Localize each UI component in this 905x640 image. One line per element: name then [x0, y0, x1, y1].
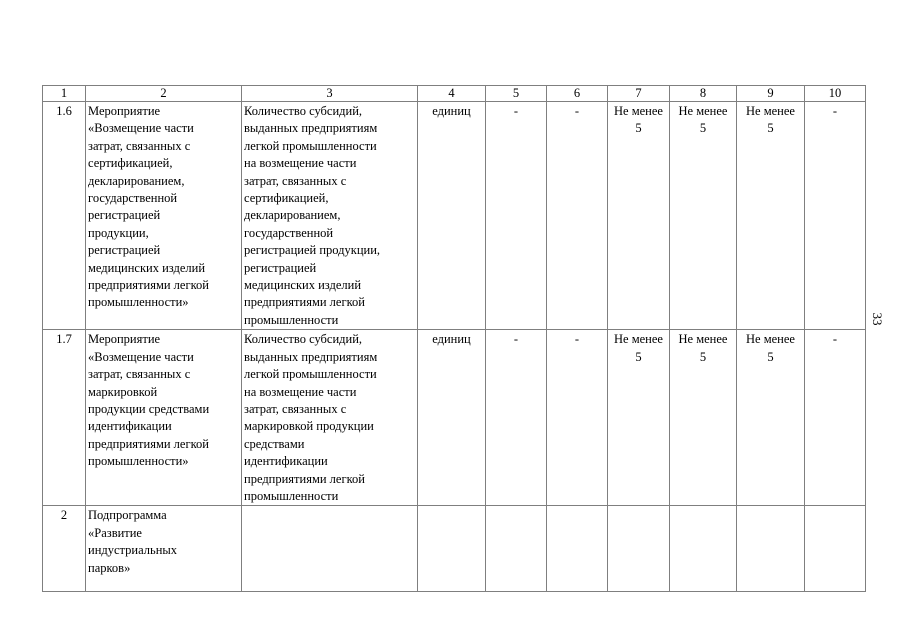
text-line: «Возмещение части	[88, 121, 194, 136]
text-line: легкой промышленности	[244, 138, 377, 153]
text-line: медицинских изделий	[88, 260, 206, 275]
text-line: «Возмещение части	[88, 349, 194, 364]
header-cell-4: 4	[418, 86, 486, 102]
text-line: выданных предприятиям	[244, 349, 378, 364]
header-cell-10: 10	[805, 86, 866, 102]
unit-cell: единиц	[418, 102, 486, 330]
text-line: продукции средствами	[88, 401, 210, 416]
text-line: государственной	[244, 225, 334, 240]
header-cell-2: 2	[86, 86, 242, 102]
text-line: регистрацией	[88, 243, 161, 258]
measure-title-cell	[86, 102, 242, 330]
text-line: Не менее	[678, 332, 728, 347]
text-line: идентификации	[244, 454, 328, 469]
text-line: промышленности»	[88, 454, 189, 469]
empty-cell	[547, 506, 608, 592]
text-line: промышленности»	[88, 295, 189, 310]
text-line: Мероприятие	[88, 104, 161, 118]
header-cell-1: 1	[43, 86, 86, 102]
text-line: Не менее	[746, 332, 795, 347]
indicator-cell	[242, 330, 418, 506]
text-line: выданных предприятиям	[244, 121, 378, 136]
text-line: 5	[767, 121, 774, 136]
text-line: регистрацией	[88, 208, 161, 223]
text-line: сертификацией,	[244, 191, 329, 206]
text-line: предприятиями легкой	[244, 295, 365, 310]
value-cell-8	[670, 330, 737, 506]
value-cell-5: -	[486, 330, 547, 506]
header-cell-6: 6	[547, 86, 608, 102]
header-cell-7: 7	[608, 86, 670, 102]
empty-cell	[418, 506, 486, 592]
page-number: 33	[870, 312, 885, 326]
row-number: 2	[43, 506, 86, 592]
value-cell-10: -	[805, 102, 866, 330]
value-cell-9	[737, 102, 805, 330]
value-cell-10: -	[805, 330, 866, 506]
text-line: Мероприятие	[88, 332, 161, 347]
text-line: маркировкой продукции	[244, 419, 374, 434]
text-line: Количество субсидий,	[244, 332, 363, 347]
text-line: государственной	[88, 191, 178, 206]
text-line: легкой промышленности	[244, 367, 377, 382]
text-line: маркировкой	[88, 384, 158, 399]
unit-cell: единиц	[418, 330, 486, 506]
text-line: декларированием,	[244, 208, 341, 223]
value-cell-6: -	[547, 102, 608, 330]
text-line: Не менее	[614, 332, 663, 347]
text-line: сертификацией,	[88, 156, 173, 171]
text-line: 5	[635, 121, 642, 136]
table-row	[43, 102, 866, 330]
table-row	[43, 506, 866, 592]
subprogram-title-cell	[86, 506, 242, 592]
text-line: 5	[699, 349, 707, 364]
text-line: на возмещение части	[244, 156, 357, 171]
table-row	[43, 330, 866, 506]
text-line: «Развитие	[88, 525, 142, 540]
empty-cell	[242, 506, 418, 592]
text-line: медицинских изделий	[244, 278, 362, 293]
value-cell-6: -	[547, 330, 608, 506]
text-line: индустриальных	[88, 543, 178, 558]
text-line: парков»	[88, 560, 131, 575]
value-cell-8	[670, 102, 737, 330]
text-line: регистрацией продукции,	[244, 243, 381, 258]
indicators-table	[42, 85, 866, 592]
text-line: затрат, связанных с	[88, 367, 191, 382]
value-cell-7	[608, 330, 670, 506]
text-line: идентификации	[88, 419, 172, 434]
text-line: предприятиями легкой	[88, 436, 209, 451]
table-header-row	[43, 86, 866, 102]
text-line: 5	[635, 349, 642, 364]
empty-cell	[805, 506, 866, 592]
text-line: предприятиями легкой	[244, 471, 365, 486]
text-line: предприятиями легкой	[88, 278, 209, 293]
text-line: регистрацией	[244, 260, 317, 275]
value-cell-9	[737, 330, 805, 506]
empty-cell	[608, 506, 670, 592]
text-line: затрат, связанных с	[244, 401, 347, 416]
text-line: промышленности	[244, 312, 339, 327]
text-line: промышленности	[244, 488, 339, 503]
text-line: Подпрограмма	[88, 508, 167, 523]
text-line: Не менее	[614, 104, 663, 118]
text-line: Не менее	[746, 104, 795, 118]
row-number: 1.6	[43, 102, 86, 330]
text-line: декларированием,	[88, 173, 185, 188]
measure-title-cell	[86, 330, 242, 506]
value-cell-5: -	[486, 102, 547, 330]
row-number: 1.7	[43, 330, 86, 506]
text-line: затрат, связанных с	[88, 138, 191, 153]
header-cell-9: 9	[737, 86, 805, 102]
text-line: продукции,	[88, 225, 149, 240]
text-line: 5	[699, 121, 707, 136]
indicator-cell	[242, 102, 418, 330]
text-line: на возмещение части	[244, 384, 357, 399]
text-line: Количество субсидий,	[244, 104, 363, 118]
text-line: средствами	[244, 436, 305, 451]
header-cell-8: 8	[670, 86, 737, 102]
text-line: Не менее	[678, 104, 728, 118]
value-cell-7	[608, 102, 670, 330]
text-line: 5	[767, 349, 774, 364]
header-cell-5: 5	[486, 86, 547, 102]
empty-cell	[737, 506, 805, 592]
text-line: затрат, связанных с	[244, 173, 347, 188]
header-cell-3: 3	[242, 86, 418, 102]
empty-cell	[486, 506, 547, 592]
empty-cell	[670, 506, 737, 592]
